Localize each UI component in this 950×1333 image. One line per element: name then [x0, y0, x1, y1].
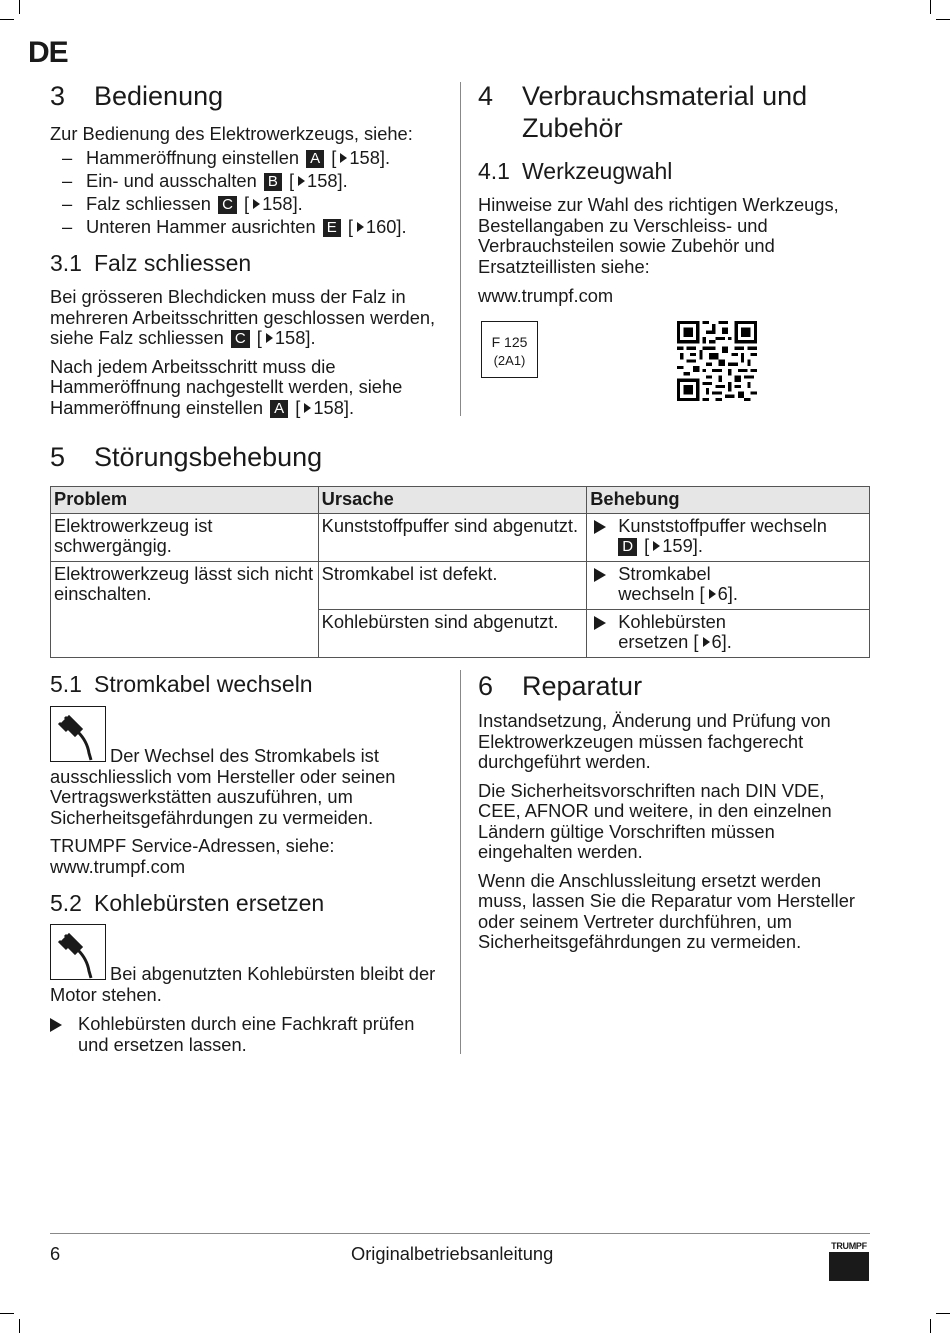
column-header: Behebung [587, 487, 870, 514]
section-3-intro: Zur Bedienung des Elektrowerkzeugs, siehe: [50, 123, 413, 144]
language-label: DE [28, 36, 68, 69]
problem-cell: Elektrowerkzeug ist schwergängig. [51, 513, 319, 561]
action-arrow-icon [594, 520, 606, 534]
operation-list [50, 146, 445, 238]
table-row [51, 561, 870, 609]
remedy-cell: Kohlebürsten ersetzen [ 6]. [587, 609, 870, 657]
column-header: Ursache [318, 487, 587, 514]
document-title: Originalbetriebsanleitung [351, 1243, 554, 1264]
figure-ref-badge[interactable]: E [323, 219, 341, 237]
section-5-1 [50, 670, 442, 698]
cause-cell: Stromkabel ist defekt. [318, 561, 587, 609]
action-step: Kohlebürsten durch eine Fachkraft prüfen und ersetzen lassen. [50, 1014, 445, 1055]
section-title: Bedienung [94, 81, 224, 111]
section-5-1-heading: 5.1 Stromkabel wechseln [50, 671, 313, 697]
warning-text: Bei abgenutzten Kohlebürsten bleibt der Motor stehen. [50, 963, 436, 1005]
figure-ref-badge[interactable]: A [270, 400, 288, 418]
figure-ref-badge[interactable]: C [218, 196, 237, 214]
page-ref-arrow-icon [253, 199, 260, 209]
page-ref-arrow-icon [298, 176, 305, 186]
remedy-cell: Kunststoffpuffer wechseln D [ 159]. [587, 513, 870, 561]
figure-ref-badge[interactable]: D [618, 538, 637, 556]
section-5 [50, 441, 322, 473]
service-address-label: TRUMPF Service-Adressen, siehe: [50, 835, 335, 856]
page-ref-arrow-icon [709, 589, 716, 599]
page-number: 6 [50, 1243, 61, 1264]
product-code-box: F 125 (2A1) [481, 321, 538, 378]
troubleshooting-table [50, 486, 870, 658]
qr-code-icon [677, 321, 757, 401]
figure-ref-badge[interactable]: A [306, 150, 324, 168]
list-item: – Ein- und ausschalten B [ 158]. [62, 169, 348, 191]
website-link[interactable]: www.trumpf.com [50, 855, 186, 877]
page-ref-arrow-icon [653, 541, 660, 551]
paragraph: Die Sicherheitsvorschriften nach DIN VDE, CEE, AFNOR und weitere, in den einzelnen Ländern gültige Vorschriften müssen eingehalten werden. [478, 779, 832, 862]
trumpf-logo: TRUMPF [829, 1241, 869, 1281]
cause-cell: Kohlebürsten sind abgenutzt. [318, 609, 587, 657]
paragraph: Hinweise zur Wahl des richtigen Werkzeugs, Bestellangaben zu Verschleiss- und Verbrauchsteilen sowie Zubehör und Ersatzteillisten siehe: [478, 194, 839, 277]
section-4 [478, 80, 873, 144]
paragraph: Wenn die Anschlussleitung ersetzt werden muss, lassen Sie die Reparatur vom Hersteller oder seinem Vertreter durchführen, um Sicherheitsgefährdungen zu vermeiden. [478, 869, 855, 952]
footer-rule [50, 1233, 870, 1234]
list-item: – Unteren Hammer ausrichten E [ 160]. [62, 215, 407, 237]
remedy-cell: Stromkabel wechseln [ 6]. [587, 561, 870, 609]
action-arrow-icon [50, 1018, 62, 1032]
section-3 [50, 80, 445, 238]
cause-cell: Kunststoffpuffer sind abgenutzt. [318, 513, 587, 561]
section-number: 3 [50, 81, 66, 111]
list-item: – Falz schliessen C [ 158]. [62, 192, 303, 214]
section-3-heading [50, 80, 445, 112]
problem-cell: Elektrowerkzeug lässt sich nicht einschalten. [51, 561, 319, 657]
action-arrow-icon [594, 568, 606, 582]
page-ref-arrow-icon [703, 637, 710, 647]
section-5-1-body [50, 746, 445, 877]
figure-ref-badge[interactable]: B [264, 173, 282, 191]
paragraph: Nach jedem Arbeitsschritt muss die Hammeröffnung nachgestellt werden, siehe Hammeröffnung einstellen A [ 158]. [50, 355, 403, 418]
section-3-1 [50, 249, 445, 418]
section-5-2-heading: 5.2 Kohlebürsten ersetzen [50, 890, 325, 916]
paragraph: Instandsetzung, Änderung und Prüfung von Elektrowerkzeugen müssen fachgerecht durchgeführt werden. [478, 710, 831, 772]
section-5-2 [50, 889, 442, 917]
section-4-heading: 4 Verbrauchsmaterial und Zubehör [478, 81, 808, 143]
list-item: – Hammeröffnung einstellen A [ 158]. [62, 146, 391, 168]
column-divider [460, 82, 461, 416]
figure-ref-badge[interactable]: C [231, 330, 250, 348]
section-5-2-body [50, 964, 445, 1055]
section-5-heading: 5 Störungsbehebung [50, 442, 323, 472]
column-divider [460, 670, 461, 1054]
section-4-1-heading: 4.1 Werkzeugwahl [478, 158, 673, 184]
table-header-row [51, 487, 870, 514]
table-row [51, 513, 870, 561]
page-ref-arrow-icon [340, 153, 347, 163]
column-header: Problem [51, 487, 319, 514]
page-ref-arrow-icon [304, 403, 311, 413]
logo-block [829, 1252, 869, 1281]
paragraph: Bei grösseren Blechdicken muss der Falz in mehreren Arbeitsschritten geschlossen werden, siehe Falz schliessen C [ 158]. [50, 286, 436, 348]
section-3-1-heading: 3.1 Falz schliessen [50, 250, 252, 276]
website-link[interactable]: www.trumpf.com [478, 285, 614, 306]
section-4-1 [478, 157, 870, 307]
warning-text: Der Wechsel des Stromkabels ist ausschliesslich vom Hersteller oder seinen Vertragswerkstätten auszuführen, um Sicherheitsgefährdungen zu vermeiden. [50, 745, 396, 828]
page-ref-arrow-icon [266, 333, 273, 343]
section-6-heading: 6 Reparatur [478, 671, 643, 701]
section-6 [478, 670, 870, 953]
action-arrow-icon [594, 616, 606, 630]
page-ref-arrow-icon [357, 222, 364, 232]
